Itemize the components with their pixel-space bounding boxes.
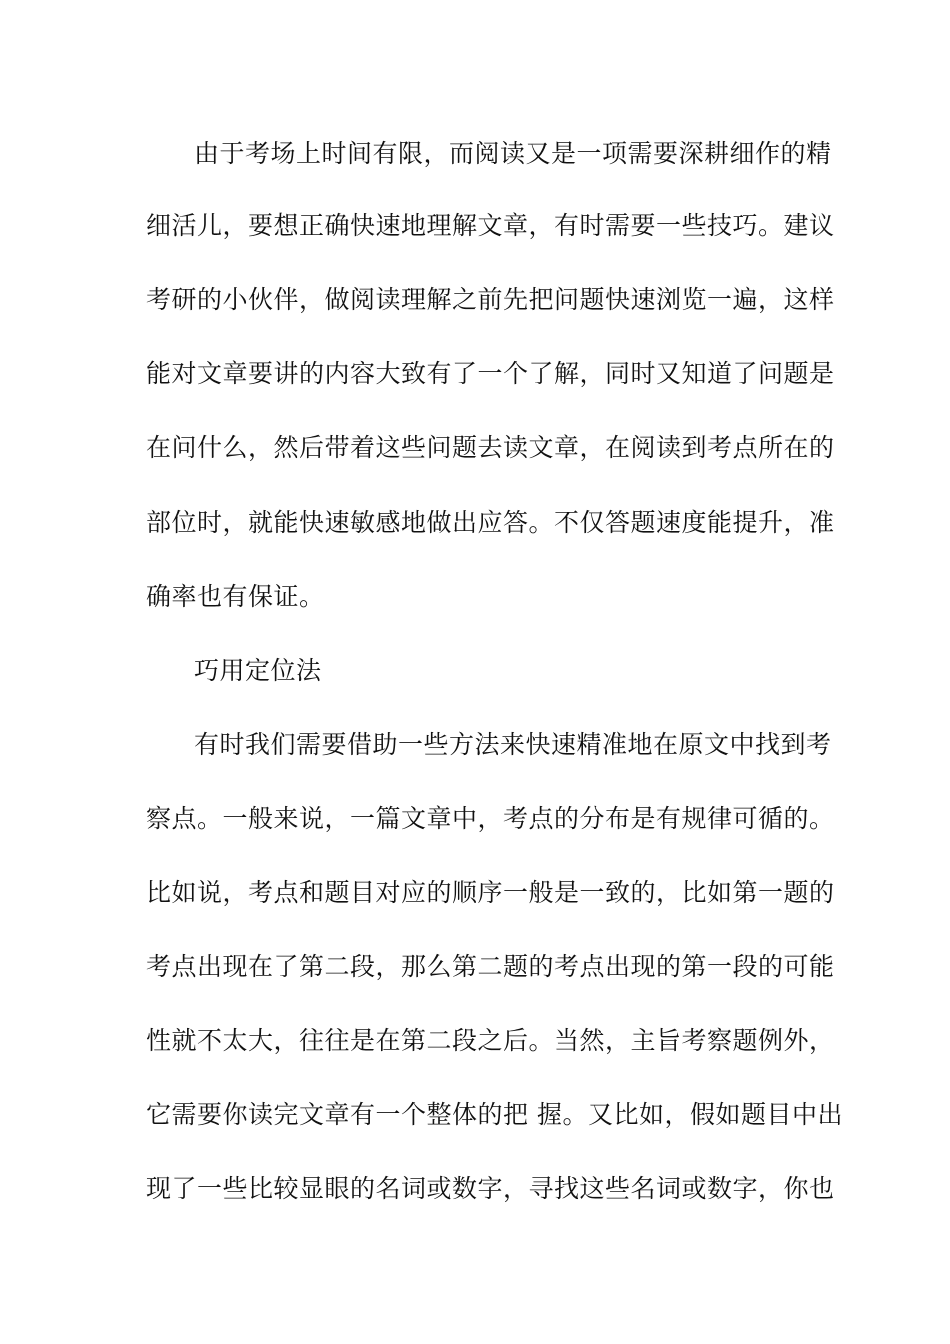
paragraph-1-line-6: 部位时，就能快速敏感地做出应答。不仅答题速度能提升，准 <box>146 508 835 537</box>
paragraph-2-line-6: 它需要你读完文章有一个整体的把 握。又比如，假如题目中出 <box>146 1100 843 1129</box>
paragraph-1-line-7: 确率也有保证。 <box>146 582 325 611</box>
paragraph-1-line-1: 由于考场上时间有限，而阅读又是一项需要深耕细作的精 <box>194 139 832 168</box>
section-heading: 巧用定位法 <box>194 656 322 685</box>
paragraph-1-line-5: 在问什么，然后带着这些问题去读文章，在阅读到考点所在的 <box>146 433 835 462</box>
paragraph-1-line-2: 细活儿，要想正确快速地理解文章，有时需要一些技巧。建议 <box>146 211 835 240</box>
paragraph-1-line-3: 考研的小伙伴，做阅读理解之前先把问题快速浏览一遍，这样 <box>146 285 835 314</box>
paragraph-2-line-4: 考点出现在了第二段，那么第二题的考点出现的第一段的可能 <box>146 952 835 981</box>
paragraph-2-line-2: 察点。一般来说，一篇文章中，考点的分布是有规律可循的。 <box>146 804 835 833</box>
paragraph-2-line-7: 现了一些比较显眼的名词或数字，寻找这些名词或数字，你也 <box>146 1174 835 1203</box>
paragraph-2-line-1: 有时我们需要借助一些方法来快速精准地在原文中找到考 <box>194 730 832 759</box>
paragraph-2-line-3: 比如说，考点和题目对应的顺序一般是一致的，比如第一题的 <box>146 878 835 907</box>
paragraph-2-line-5: 性就不太大，往往是在第二段之后。当然，主旨考察题例外， <box>146 1026 835 1055</box>
paragraph-1-line-4: 能对文章要讲的内容大致有了一个了解，同时又知道了问题是 <box>146 359 835 388</box>
